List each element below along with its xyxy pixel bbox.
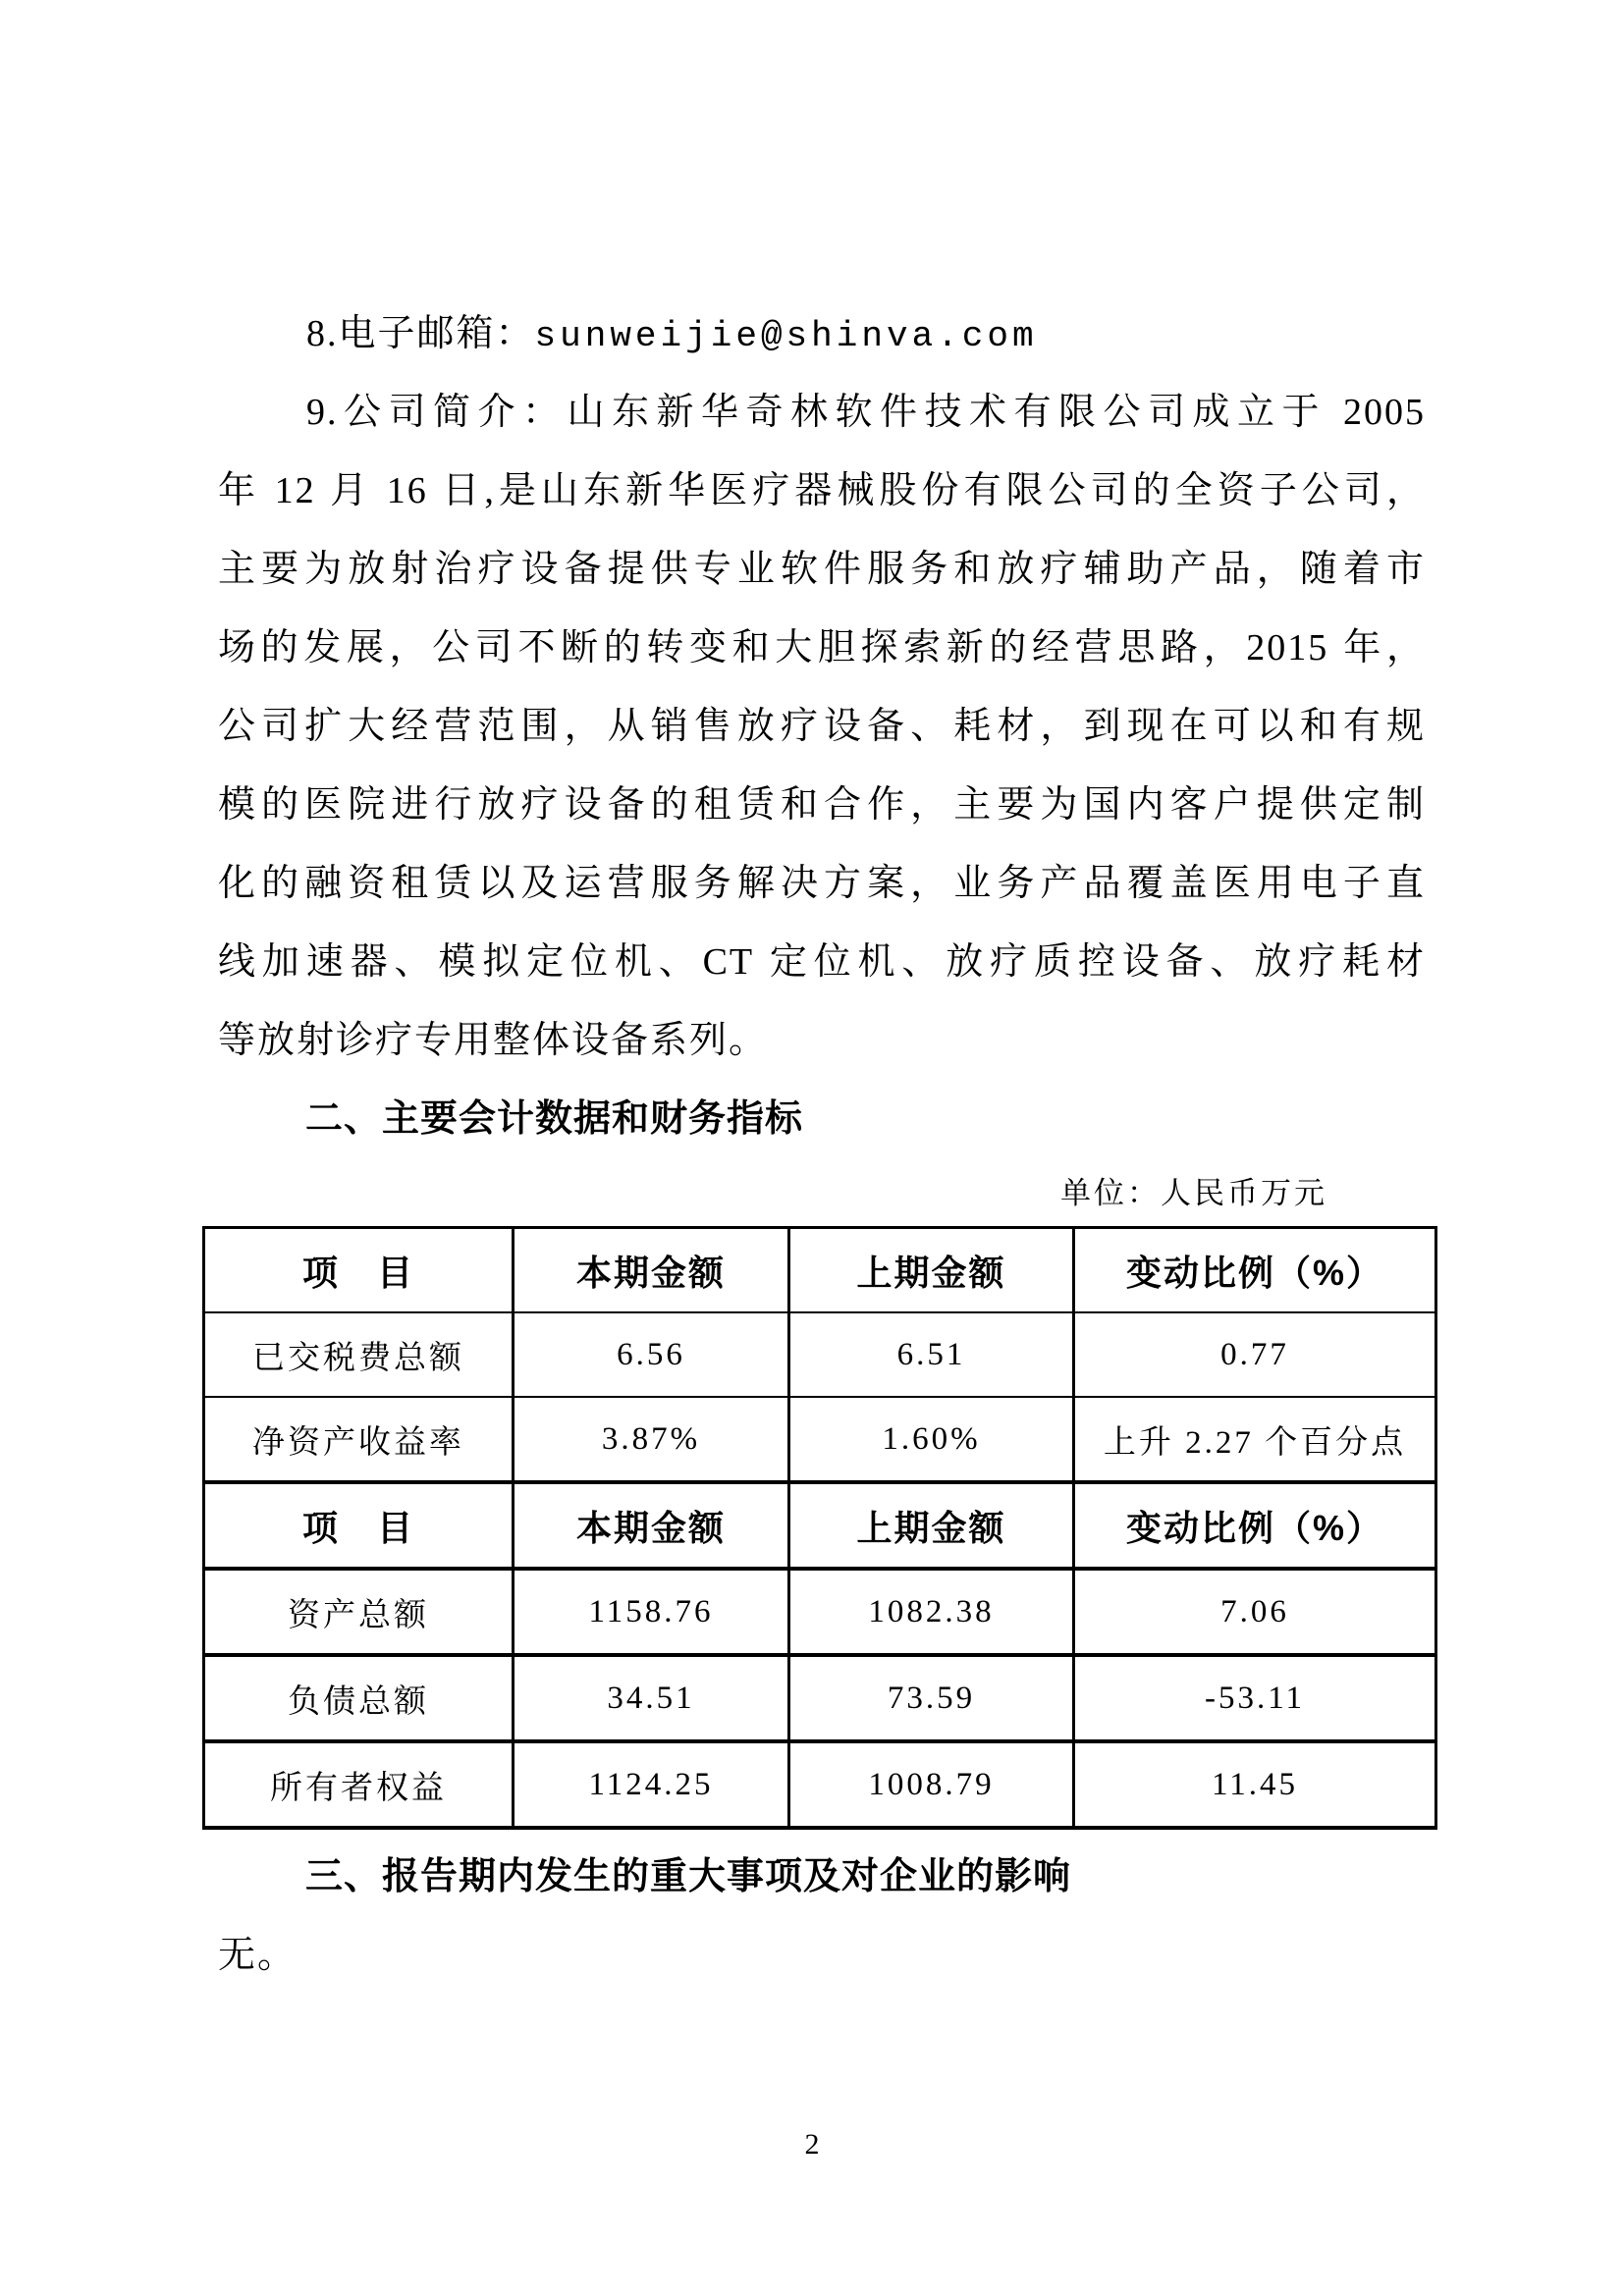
- table-cell: 7.06: [1074, 1569, 1436, 1655]
- table-header-cell: 项 目: [204, 1482, 514, 1569]
- paragraph-line: 化的融资租赁以及运营服务解决方案，业务产品覆盖医用电子直: [218, 863, 1426, 904]
- section-3-heading: 三、报告期内发生的重大事项及对企业的影响: [305, 1856, 1072, 1897]
- table-cell: 1082.38: [789, 1569, 1074, 1655]
- table-cell: 3.87%: [514, 1397, 789, 1482]
- paragraph-line: 主要为放射治疗设备提供专业软件服务和放疗辅助产品，随着市: [218, 549, 1426, 590]
- table-row: [204, 1741, 1436, 1828]
- email-address: sunweijie@shinva.com: [534, 316, 1038, 356]
- paragraph-line: 模的医院进行放疗设备的租赁和合作，主要为国内客户提供定制: [218, 784, 1426, 826]
- table-cell: 6.56: [514, 1312, 789, 1397]
- email-label: 8.电子邮箱：: [306, 313, 535, 354]
- table-header-cell: 变动比例（%）: [1074, 1482, 1436, 1569]
- paragraph-line: 公司扩大经营范围，从销售放疗设备、耗材，到现在可以和有规: [218, 706, 1426, 747]
- section-3-body: 无。: [218, 1935, 298, 1976]
- table-header-row: [204, 1482, 1436, 1569]
- table-cell: 1124.25: [514, 1741, 789, 1828]
- paragraph-line: 9.公司简介：山东新华奇林软件技术有限公司成立于 2005: [306, 392, 1426, 433]
- body-paragraphs: [218, 294, 1426, 1080]
- table-cell: 1.60%: [789, 1397, 1074, 1482]
- table-cell: 1008.79: [789, 1741, 1074, 1828]
- table-header-cell: 上期金额: [789, 1228, 1074, 1313]
- table-header-cell: 项 目: [301, 1252, 414, 1293]
- table-cell: 1158.76: [514, 1569, 789, 1655]
- table-row: [204, 1655, 1436, 1741]
- table-cell: 73.59: [789, 1655, 1074, 1741]
- table-cell: 34.51: [514, 1655, 789, 1741]
- table-cell: -53.11: [1074, 1655, 1436, 1741]
- page-number: 2: [804, 2128, 820, 2161]
- paragraph-line: 线加速器、模拟定位机、CT 定位机、放疗质控设备、放疗耗材: [218, 941, 1426, 983]
- table-cell: 上升 2.27 个百分点: [1074, 1397, 1436, 1482]
- table-cell: 已交税费总额: [204, 1312, 514, 1397]
- table-cell: 6.51: [789, 1312, 1074, 1397]
- table-header-cell: 上期金额: [789, 1482, 1074, 1569]
- section-2-heading: 二、主要会计数据和财务指标: [305, 1098, 804, 1140]
- table-cell: 资产总额: [204, 1569, 514, 1655]
- table-cell: 净资产收益率: [204, 1397, 514, 1482]
- paragraph-line: 场的发展，公司不断的转变和大胆探索新的经营思路，2015 年，: [218, 627, 1426, 668]
- table-cell: 负债总额: [204, 1655, 514, 1741]
- table-header-cell: 本期金额: [514, 1228, 789, 1313]
- table-header-cell: 本期金额: [514, 1482, 789, 1569]
- table-header-row: [204, 1228, 1436, 1313]
- table-row: [204, 1569, 1436, 1655]
- paragraph-line: 等放射诊疗专用整体设备系列。: [218, 1020, 769, 1061]
- paragraph-line: [218, 294, 1426, 373]
- table-header-cell: 变动比例（%）: [1074, 1228, 1436, 1313]
- table-row: [204, 1312, 1436, 1397]
- table-cell: 11.45: [1074, 1741, 1436, 1828]
- table-unit-label: 单位：人民币万元: [1060, 1176, 1327, 1210]
- table-row: [204, 1397, 1436, 1482]
- table-cell: 0.77: [1074, 1312, 1436, 1397]
- paragraph-line: 年 12 月 16 日,是山东新华医疗器械股份有限公司的全资子公司，: [218, 470, 1426, 511]
- financial-table: [202, 1226, 1437, 1830]
- table-cell: 所有者权益: [204, 1741, 514, 1828]
